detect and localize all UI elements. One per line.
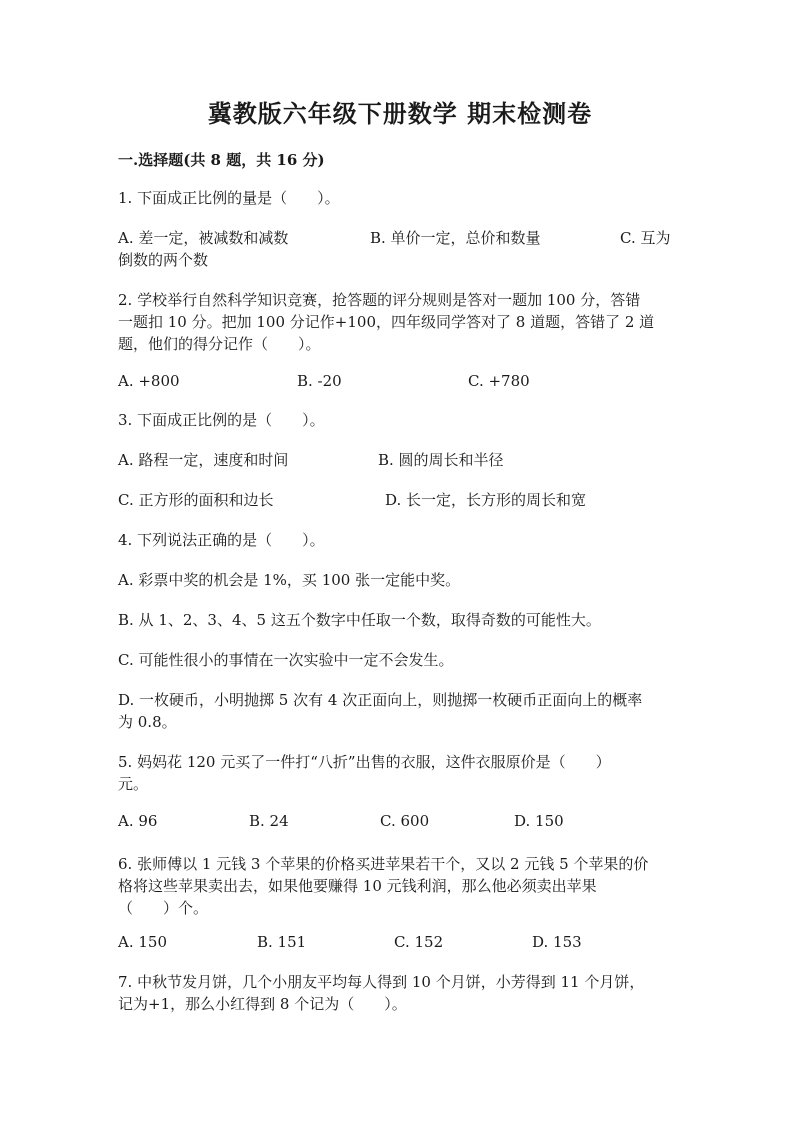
question-2-option-c: C. +780 — [468, 372, 530, 390]
question-5-line-1: 5. 妈妈花 120 元买了一件打“八折”出售的衣服，这件衣服原价是（ ） — [118, 753, 611, 771]
question-4-option-b: B. 从 1、2、3、4、5 这五个数字中任取一个数，取得奇数的可能性大。 — [118, 611, 601, 629]
question-1-option-a: A. 差一定，被减数和减数 — [118, 229, 289, 247]
question-1-stem: 1. 下面成正比例的量是（ ）。 — [118, 189, 340, 207]
question-5-option-c: C. 600 — [380, 812, 430, 830]
question-7-line-2: 记为+1，那么小红得到 8 个记为（ ）。 — [118, 995, 407, 1013]
question-2-option-b: B. -20 — [297, 372, 342, 390]
question-2-line-1: 2. 学校举行自然科学知识竞赛，抢答题的评分规则是答对一题加 100 分，答错 — [118, 291, 641, 309]
question-5-option-b: B. 24 — [249, 812, 289, 830]
question-1-option-c: C. 互为 — [620, 229, 671, 247]
question-5-line-2: 元。 — [118, 775, 149, 793]
question-3-option-c: C. 正方形的面积和边长 — [118, 491, 274, 509]
question-6-option-c: C. 152 — [394, 933, 444, 951]
question-4-stem: 4. 下列说法正确的是（ ）。 — [118, 531, 325, 549]
question-2-option-a: A. +800 — [118, 372, 180, 390]
question-1-option-c-continued: 倒数的两个数 — [118, 251, 209, 269]
question-4-option-a: A. 彩票中奖的机会是 1%，买 100 张一定能中奖。 — [118, 571, 461, 589]
question-6-line-2: 格将这些苹果卖出去，如果他要赚得 10 元钱利润，那么他必须卖出苹果 — [118, 877, 597, 895]
question-3-option-d: D. 长一定，长方形的周长和宽 — [385, 491, 587, 509]
page-title: 冀教版六年级下册数学 期末检测卷 — [207, 99, 593, 128]
question-6-option-d: D. 153 — [532, 933, 582, 951]
question-6-option-b: B. 151 — [257, 933, 307, 951]
question-6-option-a: A. 150 — [118, 933, 167, 951]
question-4-option-d: D. 一枚硬币，小明抛掷 5 次有 4 次正面向上，则抛掷一枚硬币正面向上的概率 — [118, 691, 643, 709]
section-heading: 一.选择题(共 8 题，共 16 分) — [118, 151, 325, 169]
question-6-line-1: 6. 张师傅以 1 元钱 3 个苹果的价格买进苹果若干个，又以 2 元钱 5 个苹果的价 — [118, 855, 649, 873]
question-4-option-d-continued: 为 0.8。 — [118, 713, 177, 731]
question-3-option-b: B. 圆的周长和半径 — [378, 451, 504, 469]
question-7-line-1: 7. 中秋节发月饼，几个小朋友平均每人得到 10 个月饼，小芳得到 11 个月饼， — [118, 973, 645, 991]
question-4-option-c: C. 可能性很小的事情在一次实验中一定不会发生。 — [118, 651, 454, 669]
question-3-stem: 3. 下面成正比例的是（ ）。 — [118, 411, 325, 429]
question-3-option-a: A. 路程一定，速度和时间 — [118, 451, 289, 469]
question-2-line-2: 一题扣 10 分。把加 100 分记作+100，四年级同学答对了 8 道题，答错了 2 道 — [118, 313, 655, 331]
question-5-option-a: A. 96 — [118, 812, 158, 830]
question-1-option-b: B. 单价一定，总价和数量 — [370, 229, 541, 247]
question-6-line-3: （ ）个。 — [118, 899, 209, 917]
question-5-option-d: D. 150 — [514, 812, 564, 830]
question-2-line-3: 题，他们的得分记作（ ）。 — [118, 335, 321, 353]
